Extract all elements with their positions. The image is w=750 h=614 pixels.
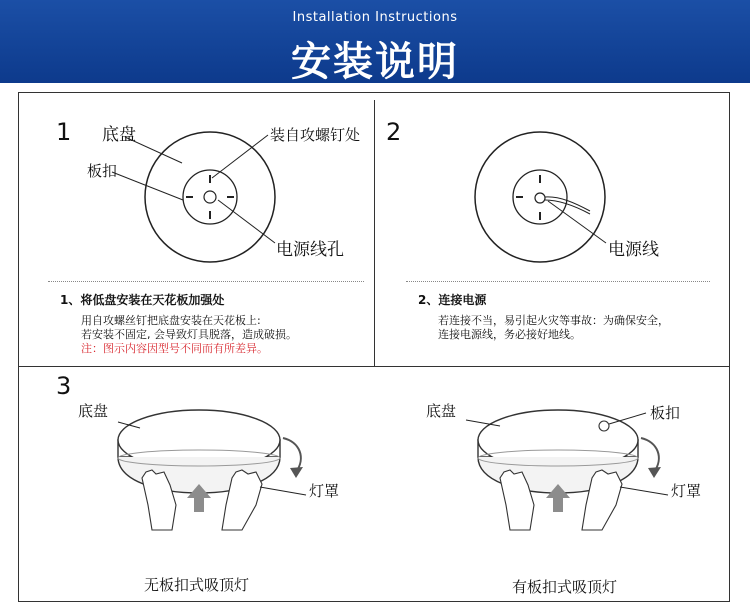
step2-number: 2 — [386, 118, 402, 146]
step1-label-screw: 装自攻螺钉处 — [270, 126, 361, 144]
step3-right-label-base: 底盘 — [426, 402, 457, 420]
header-chinese-title: 安装说明 — [291, 39, 459, 85]
step2-baseplate-diagram — [475, 132, 606, 262]
step3-left-lamp-diagram — [118, 410, 306, 530]
step1-number: 1 — [56, 118, 72, 146]
step1-baseplate-diagram — [112, 132, 275, 262]
step3-right-label-cover: 灯罩 — [671, 482, 702, 500]
step3-number: 3 — [56, 372, 72, 400]
step1-instruction-line2: 若安装不固定, 会导致灯具脱落，造成破损。 — [81, 328, 297, 341]
step2-instruction-line1: 若连接不当，易引起火灾等事故：为确保安全， — [438, 314, 669, 327]
step2-title: 2、连接电源 — [418, 293, 487, 307]
step1-title: 1、将低盘安装在天花板加强处 — [60, 293, 225, 307]
step1-instruction-line1: 用自攻螺丝钉把底盘安装在天花板上: — [81, 314, 261, 327]
step3-right-label-clip: 板扣 — [650, 404, 681, 422]
step2-label-wire: 电源线 — [608, 240, 659, 260]
header-english-title: Installation Instructions — [292, 10, 458, 25]
step3-left-label-base: 底盘 — [78, 402, 109, 420]
step2-instruction-line2: 连接电源线，务必接好地线。 — [438, 328, 581, 341]
step3-left-caption: 无板扣式吸顶灯 — [144, 576, 250, 594]
step1-label-clip: 板扣 — [87, 162, 118, 180]
step1-note: 注：图示内容因型号不同而有所差异。 — [81, 342, 268, 355]
step1-label-base: 底盘 — [102, 125, 136, 145]
step3-right-caption: 有板扣式吸顶灯 — [512, 578, 618, 596]
step1-label-hole: 电源线孔 — [276, 240, 344, 260]
step3-right-lamp-diagram — [466, 410, 668, 530]
step3-left-label-cover: 灯罩 — [309, 482, 340, 500]
